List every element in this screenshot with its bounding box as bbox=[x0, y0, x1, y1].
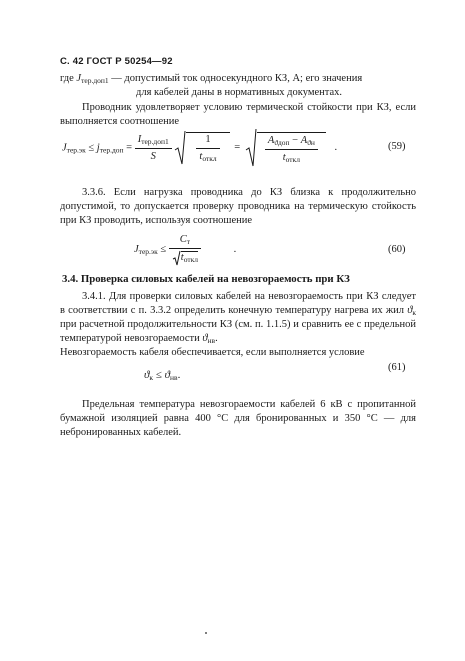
eq59-f2-den-sub: откл bbox=[202, 154, 217, 163]
eq59-mid: j bbox=[96, 142, 100, 154]
eq59-fraction-1 bbox=[135, 133, 172, 164]
eq60-tail: . bbox=[233, 243, 237, 255]
eq59-mid-sub: тер.доп bbox=[99, 145, 124, 155]
eq61-lhs-sub: к bbox=[149, 373, 154, 382]
eq61-rhs-sub: нв bbox=[170, 373, 178, 382]
eq60-num: C bbox=[179, 234, 187, 245]
equation-59 bbox=[62, 128, 337, 168]
eq60-lhs: J bbox=[134, 243, 139, 255]
p4-theta-k-sub: к bbox=[412, 307, 416, 317]
definition-subscript: тер.доп1 bbox=[81, 76, 109, 85]
paragraph-3-4-1 bbox=[60, 290, 416, 345]
eq59-eq2: = bbox=[234, 142, 241, 154]
eq59-f1-num-sub: тер.доп1 bbox=[141, 136, 169, 146]
eq61-lhs: ϑ bbox=[144, 369, 150, 381]
eq59-f1-den: S bbox=[150, 150, 156, 162]
equation-59-number: (59) bbox=[388, 141, 406, 152]
p4-theta-nv: ϑ bbox=[202, 332, 208, 344]
sqrt-sign-icon bbox=[174, 130, 186, 166]
eq59-f3-b-sub: ϑн bbox=[307, 137, 315, 147]
equation-60 bbox=[134, 233, 236, 266]
equation-61 bbox=[144, 368, 180, 383]
p4-theta-k: ϑ bbox=[407, 304, 413, 316]
eq59-fraction-3 bbox=[257, 132, 326, 165]
eq60-num-sub: т bbox=[186, 237, 191, 246]
eq59-f3-a: A bbox=[267, 134, 275, 146]
scan-speck bbox=[205, 632, 207, 634]
eq60-fraction bbox=[169, 233, 201, 266]
eq59-lhs-sub: тер.эк bbox=[66, 145, 86, 155]
eq59-f1-num: I bbox=[137, 133, 142, 145]
eq59-lhs: J bbox=[62, 142, 67, 154]
definition-text: — допустимый ток односекундного КЗ, А; его значения bbox=[108, 73, 363, 84]
eq59-le: ≤ bbox=[85, 142, 97, 154]
paragraph-limit-temperature: Предельная температура невозгораемости кабелей 6 кВ с пропитанной бумажной изоляцией равна 400 °С для бронированных и 350 °С — для небронированных кабелей. bbox=[60, 399, 416, 438]
p4-text-c: . bbox=[215, 332, 218, 344]
paragraph-thermal-condition: Проводник удовлетворяет условию термической стойкости при КЗ, если выполняется соотношение bbox=[60, 102, 416, 127]
sqrt-sign-icon bbox=[172, 250, 181, 266]
eq60-den-sub: откл bbox=[183, 255, 199, 265]
paragraph-3-3-6: 3.3.6. Если нагрузка проводника до КЗ близка к продолжительно допустимой, то допускается проверку проводника на термическую стойкость при КЗ проводить, используя соотношение bbox=[60, 187, 416, 226]
eq59-f3-den-sub: откл bbox=[285, 154, 300, 164]
section-title: 3.4. Проверка силовых кабелей на невозгораемость при КЗ bbox=[62, 273, 350, 285]
eq61-le: ≤ bbox=[153, 369, 165, 381]
definition-line bbox=[60, 72, 416, 86]
eq60-le: ≤ bbox=[157, 243, 169, 255]
eq59-eq: = bbox=[123, 142, 135, 154]
p4-text-a: 3.4.1. Для проверки силовых кабелей на невозгораемость при КЗ следует в соответствии с п. 3.3.2 определить конечную температуру нагрева их жил bbox=[60, 291, 416, 316]
eq59-f2-num: 1 bbox=[196, 133, 219, 149]
eq59-f3-den: t bbox=[282, 151, 286, 163]
eq60-den: t bbox=[180, 252, 184, 264]
paragraph-condition: Невозгораемость кабеля обеспечивается, если выполняется условие bbox=[60, 347, 365, 358]
eq59-f2-den: t bbox=[199, 151, 203, 162]
p4-theta-nv-sub: нв bbox=[207, 335, 216, 345]
equation-60-number: (60) bbox=[388, 244, 406, 255]
eq61-tail: . bbox=[177, 369, 181, 381]
page-header: С. 42 ГОСТ Р 50254—92 bbox=[60, 56, 173, 67]
eq60-lhs-sub: тер.эк bbox=[138, 246, 158, 256]
eq59-f3-b: A bbox=[300, 134, 308, 146]
definition-symbol: J bbox=[76, 73, 82, 84]
p4-text-b: при расчетной продолжительности КЗ (см. п. 1.1.5) и сравнить ее с предельной температурой невозгораемости bbox=[60, 318, 416, 344]
equation-61-number: (61) bbox=[388, 362, 406, 373]
eq61-rhs: ϑ bbox=[164, 369, 171, 381]
eq59-f3-a-sub: ϑдоп bbox=[274, 137, 290, 147]
section-heading bbox=[62, 272, 422, 286]
definition-line-2: для кабелей даны в нормативных документах. bbox=[136, 87, 343, 98]
definition-lead: где bbox=[60, 73, 77, 84]
sqrt-sign-icon bbox=[245, 128, 257, 168]
eq59-tail: . bbox=[334, 142, 338, 154]
eq59-fraction-2 bbox=[186, 132, 229, 164]
eq59-f3-minus: − bbox=[289, 134, 301, 146]
